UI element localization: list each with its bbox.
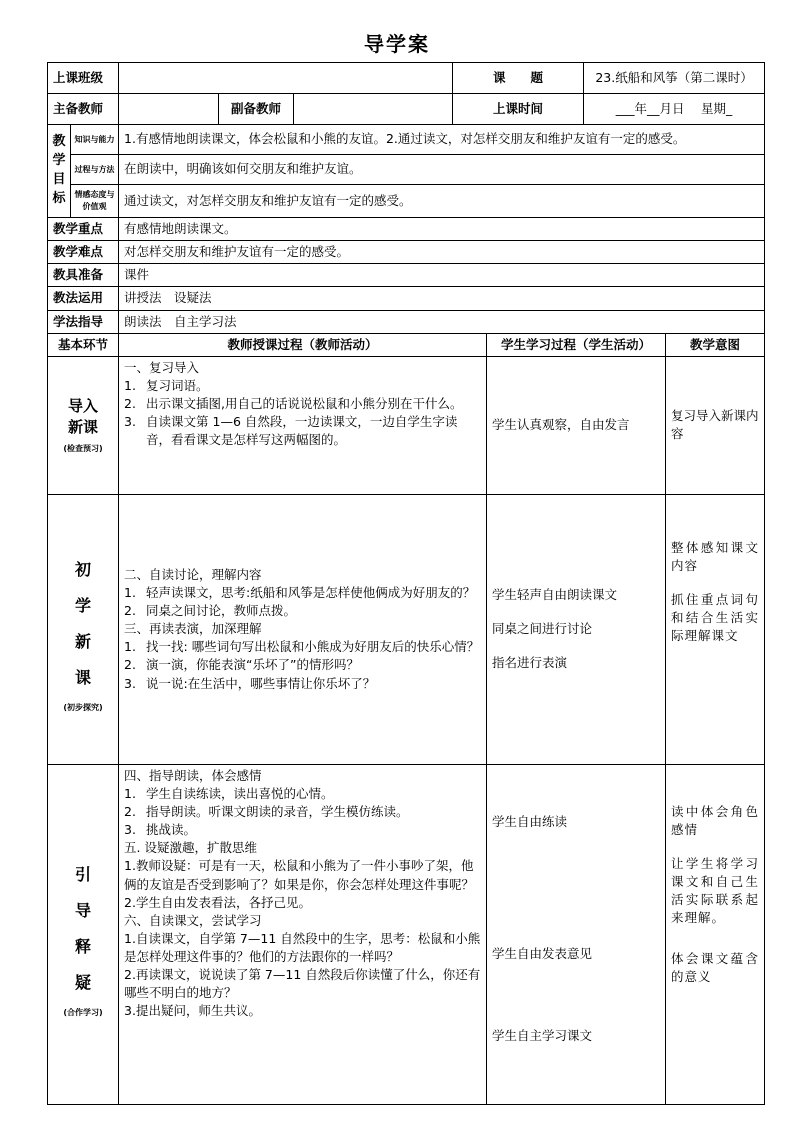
header-row-teacher — [48, 94, 765, 125]
goal-text-knowledge: 1.有感情地朗读课文，体会松鼠和小熊的友谊。2.通过读文，对怎样交朋友和维护友谊有一定的感受。 — [119, 125, 765, 155]
teacher-activity: 一、复习导入 1. 复习词语。 2. 出示课文插图,用自己的话说说松鼠和小熊分别在干什么。 3. 自读课文第 1—6 自然段，一边读课文，一边自学生字读音，看看课文是怎样写这两幅图的。 — [119, 356, 487, 494]
info-row-tools — [48, 264, 765, 287]
col-teacher-header: 教师授课过程（教师活动） — [119, 333, 487, 356]
column-header-row — [48, 333, 765, 356]
section-subtitle: (初步探究) — [63, 703, 103, 713]
student-activity: 学生认真观察，自由发言 — [487, 356, 666, 494]
info-text: 对怎样交朋友和维护友谊有一定的感受。 — [119, 241, 765, 264]
info-label: 教学重点 — [48, 218, 119, 241]
topic-label: 课 题 — [453, 63, 584, 94]
info-label: 教法运用 — [48, 287, 119, 310]
assist-teacher-value[interactable] — [294, 94, 453, 125]
assist-teacher-label: 副备教师 — [219, 94, 294, 125]
topic-value[interactable]: 23.纸船和风筝（第二课时） — [584, 63, 765, 94]
info-text: 有感情地朗读课文。 — [119, 218, 765, 241]
goal-label-attitude: 情感态度与价值观 — [71, 185, 119, 218]
student-activity: 学生轻声自由朗读课文 同桌之间进行讨论 指名进行表演 — [487, 494, 666, 764]
header-row-class — [48, 63, 765, 94]
class-value[interactable] — [119, 63, 453, 94]
teaching-intent: 读中体会角色感情 让学生将学习课文和自己生活实际联系起来理解。 体会课文蕴含的意义 — [666, 764, 765, 1104]
goals-side-label: 教 学 目 标 — [48, 125, 71, 218]
info-row-method — [48, 287, 765, 310]
section-name: 引 导 释 疑 (合作学习) — [48, 764, 119, 1104]
student-activity: 学生自由练读 学生自由发表意见 学生自主学习课文 — [487, 764, 666, 1104]
info-label: 教学难点 — [48, 241, 119, 264]
col-intent-header: 教学意图 — [666, 333, 765, 356]
goal-text-attitude: 通过读文，对怎样交朋友和维护友谊有一定的感受。 — [119, 185, 765, 218]
section-subtitle: (合作学习) — [63, 1008, 103, 1018]
goal-row-attitude — [48, 185, 765, 218]
info-text: 课件 — [119, 264, 765, 287]
info-row-keypoint — [48, 218, 765, 241]
info-label: 教具准备 — [48, 264, 119, 287]
time-value[interactable]: ___年__月日 星期_ — [584, 94, 765, 125]
teacher-activity: 二、自读讨论，理解内容 1. 轻声读课文，思考:纸船和风筝是怎样使他俩成为好朋友的？ 2. 同桌之间讨论，教师点拨。 三、再读表演，加深理解 1. 找一找: 哪些词句写出松鼠和小熊成为好朋友后的快乐心情？ 2. 演一演，你能表演“乐坏了”的情形吗？ 3. 说一说:在生活中，哪些事情让你乐坏了？ — [119, 494, 487, 764]
goal-label-process: 过程与方法 — [71, 155, 119, 185]
goal-row-process — [48, 155, 765, 185]
page-title: 导学案 — [364, 32, 430, 56]
lesson-plan-table — [47, 62, 765, 1105]
section-row-guide — [48, 764, 765, 1104]
col-step-header: 基本环节 — [48, 333, 119, 356]
teaching-intent: 复习导入新课内容 — [666, 356, 765, 494]
info-row-study — [48, 310, 765, 333]
section-name: 初 学 新 课 (初步探究) — [48, 494, 119, 764]
info-label: 学法指导 — [48, 310, 119, 333]
col-student-header: 学生学习过程（学生活动） — [487, 333, 666, 356]
class-label: 上课班级 — [48, 63, 119, 94]
info-row-difficulty — [48, 241, 765, 264]
section-subtitle: (检查预习) — [63, 444, 103, 454]
teaching-intent: 整体感知课文内容 抓住重点词句和结合生活实际理解课文 — [666, 494, 765, 764]
goal-row-knowledge — [48, 125, 765, 155]
teacher-activity: 四、指导朗读，体会感情 1. 学生自读练读，读出喜悦的心情。 2. 指导朗读。听课文朗读的录音，学生模仿练读。 3. 挑战读。 五. 设疑激趣，扩散思维 1.教师设疑：可是有一天，松鼠和小熊为了一件小事吵了架，他俩的友谊是否受到影响了？如果是你，你会怎样处理这件事呢？ 2.学生自由发表看法，各抒己见。 六、自读课文，尝试学习 1.自读课文，自学第 7—11 自然段中的生字，思考：松鼠和小熊是怎样处理这件事的？他们的方法跟你的一样吗？ 2.再读课文，说说读了第 7—11 自然段后你读懂了什么，你还有哪些不明白的地方？ 3.提出疑问，师生共议。 — [119, 764, 487, 1104]
info-text: 朗读法 自主学习法 — [119, 310, 765, 333]
main-teacher-value[interactable] — [119, 94, 219, 125]
goal-text-process: 在朗读中，明确该如何交朋友和维护友谊。 — [119, 155, 765, 185]
section-row-intro — [48, 356, 765, 494]
main-teacher-label: 主备教师 — [48, 94, 119, 125]
goal-label-knowledge: 知识与能力 — [71, 125, 119, 155]
section-name: 导入 新课 (检查预习) — [48, 356, 119, 494]
time-label: 上课时间 — [453, 94, 584, 125]
section-row-learn — [48, 494, 765, 764]
info-text: 讲授法 设疑法 — [119, 287, 765, 310]
